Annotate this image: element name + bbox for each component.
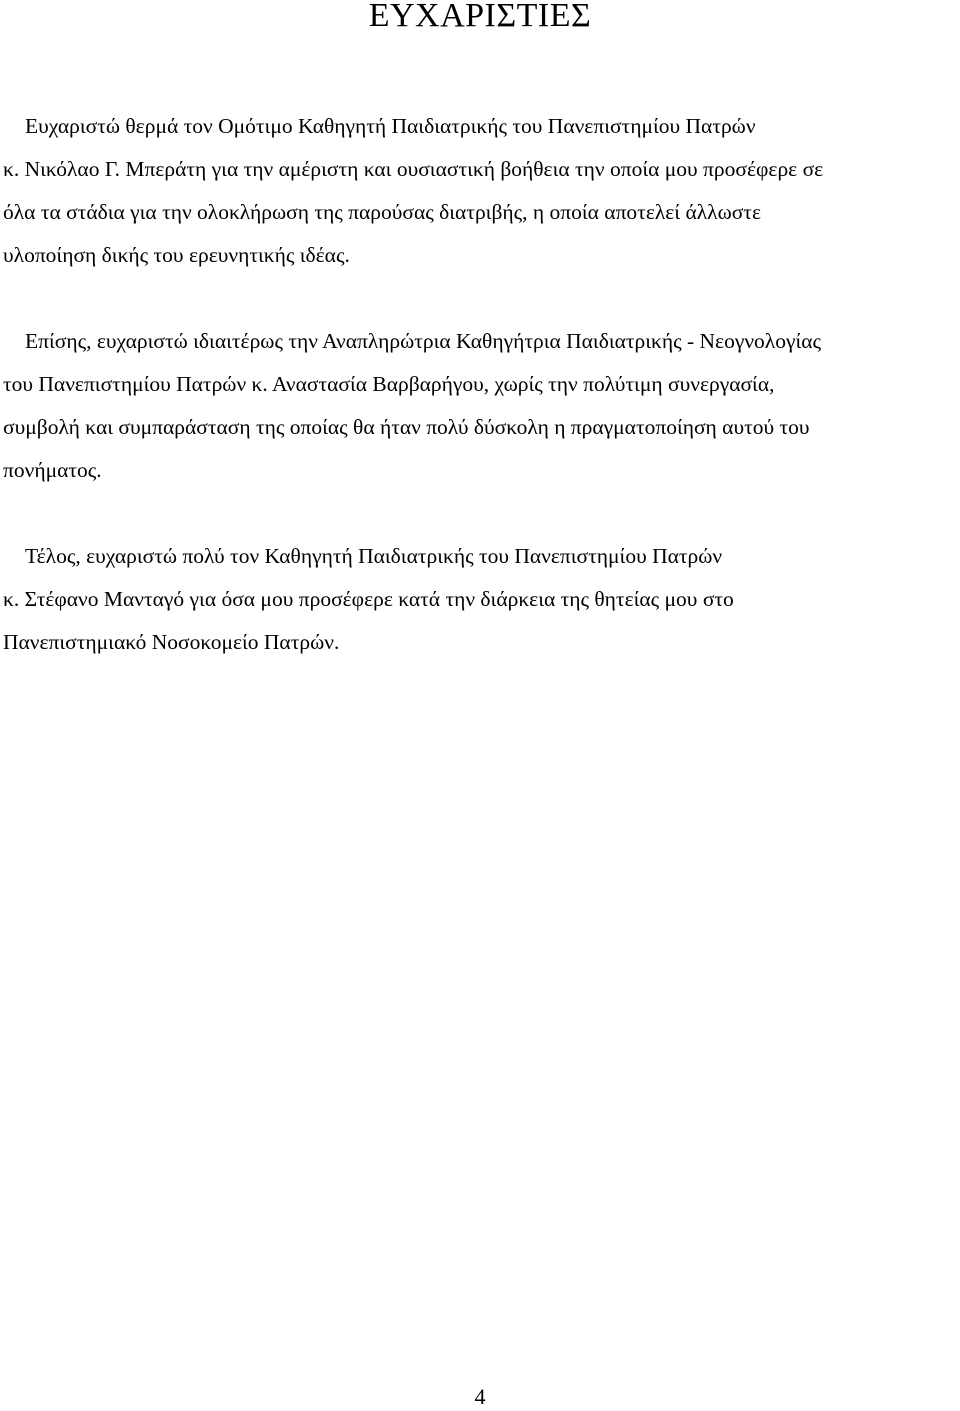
text-line: όλα τα στάδια για την ολοκλήρωση της παρούσας διατριβής, η οποία αποτελεί άλλωστε — [3, 200, 761, 224]
text-line: πονήματος. — [3, 458, 102, 482]
text-line: υλοποίηση δικής του ερευνητικής ιδέας. — [3, 243, 350, 267]
text-line: Ευχαριστώ θερμά τον Ομότιμο Καθηγητή Παιδιατρικής του Πανεπιστημίου Πατρών — [25, 114, 756, 138]
paragraph-thanks-beratis — [3, 105, 960, 277]
page-number: 4 — [474, 1384, 486, 1409]
text-line: συμβολή και συμπαράσταση της οποίας θα ήταν πολύ δύσκολη η πραγματοποίηση αυτού του — [3, 415, 810, 439]
text-line: κ. Στέφανο Μανταγό για όσα μου προσέφερε κατά την διάρκεια της θητείας μου στο — [3, 587, 734, 611]
paragraph-thanks-mantagos — [3, 535, 960, 664]
paragraph-thanks-varvarigou — [3, 320, 960, 492]
text-line: Τέλος, ευχαριστώ πολύ τον Καθηγητή Παιδιατρικής του Πανεπιστημίου Πατρών — [25, 544, 723, 568]
text-line: Επίσης, ευχαριστώ ιδιαιτέρως την Αναπληρώτρια Καθηγήτρια Παιδιατρικής - Νεογνολογίας — [25, 329, 822, 353]
text-line: του Πανεπιστημίου Πατρών κ. Αναστασία Βαρβαρήγου, χωρίς την πολύτιμη συνεργασία, — [3, 372, 775, 396]
text-line: Πανεπιστημιακό Νοσοκομείο Πατρών. — [3, 630, 340, 654]
text-line: κ. Νικόλαο Γ. Μπεράτη για την αμέριστη και ουσιαστική βοήθεια την οποία μου προσέφερε σε — [3, 157, 824, 181]
page-title: ΕΥΧΑΡΙΣΤΙΕΣ — [368, 0, 592, 34]
